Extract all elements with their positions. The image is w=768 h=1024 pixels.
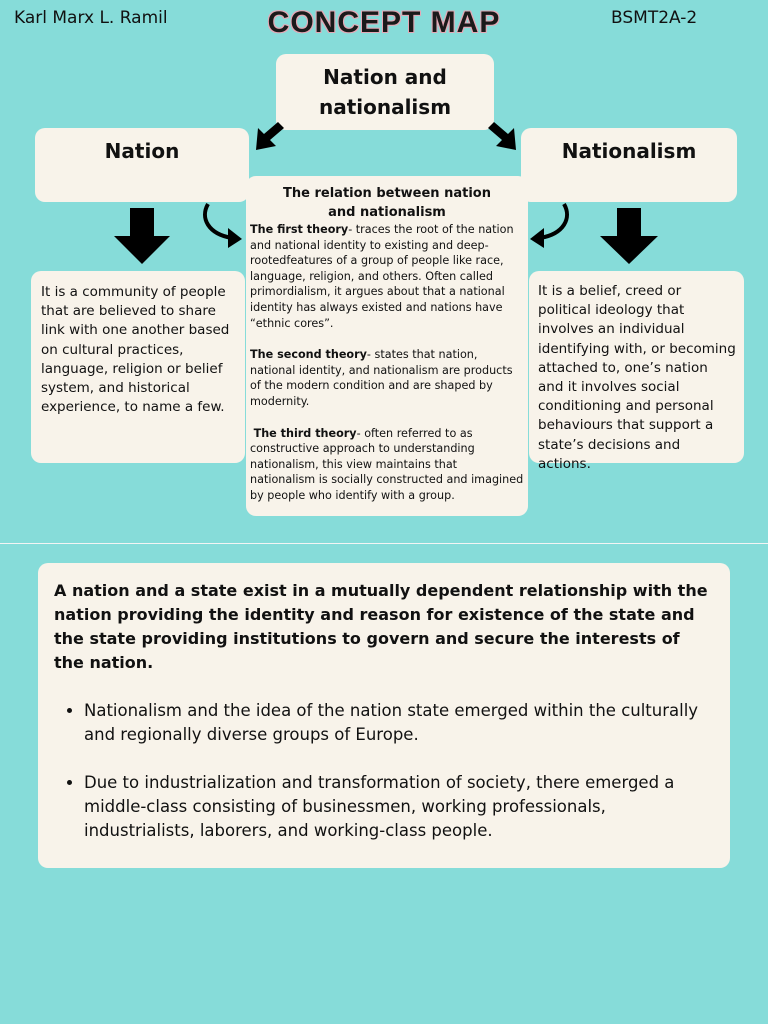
second-theory <box>250 347 524 409</box>
section-divider <box>0 543 768 544</box>
author-name: Karl Marx L. Ramil <box>14 8 168 28</box>
relation-title: The relation between nation and nationalism <box>283 186 491 220</box>
arrow-down-icon <box>114 208 170 266</box>
arrow-down-icon <box>600 208 658 266</box>
second-theory-text: - states that nation, national identity, and nationalism are products of the modern condition and are shaped by modernity. <box>250 348 513 408</box>
central-topic-box <box>276 54 494 130</box>
list-item: • Due to industrialization and transformation of society, there emerged a middle-class consisting of businessmen, working professionals, industrialists, laborers, and working-class people. <box>84 771 712 843</box>
first-theory <box>250 222 524 331</box>
second-theory-label: The second theory <box>250 348 367 362</box>
third-theory <box>250 426 524 504</box>
summary-box <box>38 563 730 868</box>
third-theory-label: The third theory <box>253 426 357 440</box>
section-code: BSMT2A-2 <box>611 8 698 28</box>
relation-box <box>246 176 528 516</box>
list-item: • Nationalism and the idea of the nation state emerged within the culturally and regionally diverse groups of Europe. <box>84 699 712 747</box>
curved-arrow-right-icon <box>198 200 246 250</box>
nation-heading-box <box>35 128 249 202</box>
nationalism-heading: Nationalism <box>561 139 697 163</box>
nation-description: It is a community of people that are believed to share link with one another based on cultural practices, language, religion or belief system, and historical experience, to name a few. <box>41 284 230 416</box>
nationalism-description-box <box>529 271 744 472</box>
curved-arrow-left-icon <box>526 200 574 250</box>
nationalism-description: It is a belief, creed or political ideology that involves an individual identifying with, or becoming attached to, one’s nation and it involves social conditioning and personal behaviours that support a state’s decisions and actions. <box>538 283 736 472</box>
central-topic-label: Nation and nationalism <box>318 65 452 119</box>
nation-heading: Nation <box>104 139 180 163</box>
first-theory-text: - traces the root of the nation and national identity to existing and deep-rootedfeatures of a group of people like race, language, religion, and others. Often called primordialism, it argues about that a national identity has always existed and nations have “ethnic cores”. <box>250 223 514 330</box>
arrow-down-left-icon <box>252 120 286 154</box>
nation-description-box <box>31 271 245 463</box>
nationalism-heading-box <box>521 128 737 202</box>
summary-bullet-list <box>54 699 712 843</box>
first-theory-label: The first theory <box>250 223 349 236</box>
summary-lead: A nation and a state exist in a mutually dependent relationship with the nation providing the identity and reason for existence of the state and the state providing institutions to govern and secure the interests of the nation. <box>54 581 708 672</box>
arrow-down-right-icon <box>486 120 520 154</box>
page-title: CONCEPT MAP <box>267 6 501 39</box>
third-theory-text: - often referred to as constructive approach to understanding nationalism, this view maintains that nationalism is socially constructed and imagined by people who identify with a group. <box>250 426 524 502</box>
